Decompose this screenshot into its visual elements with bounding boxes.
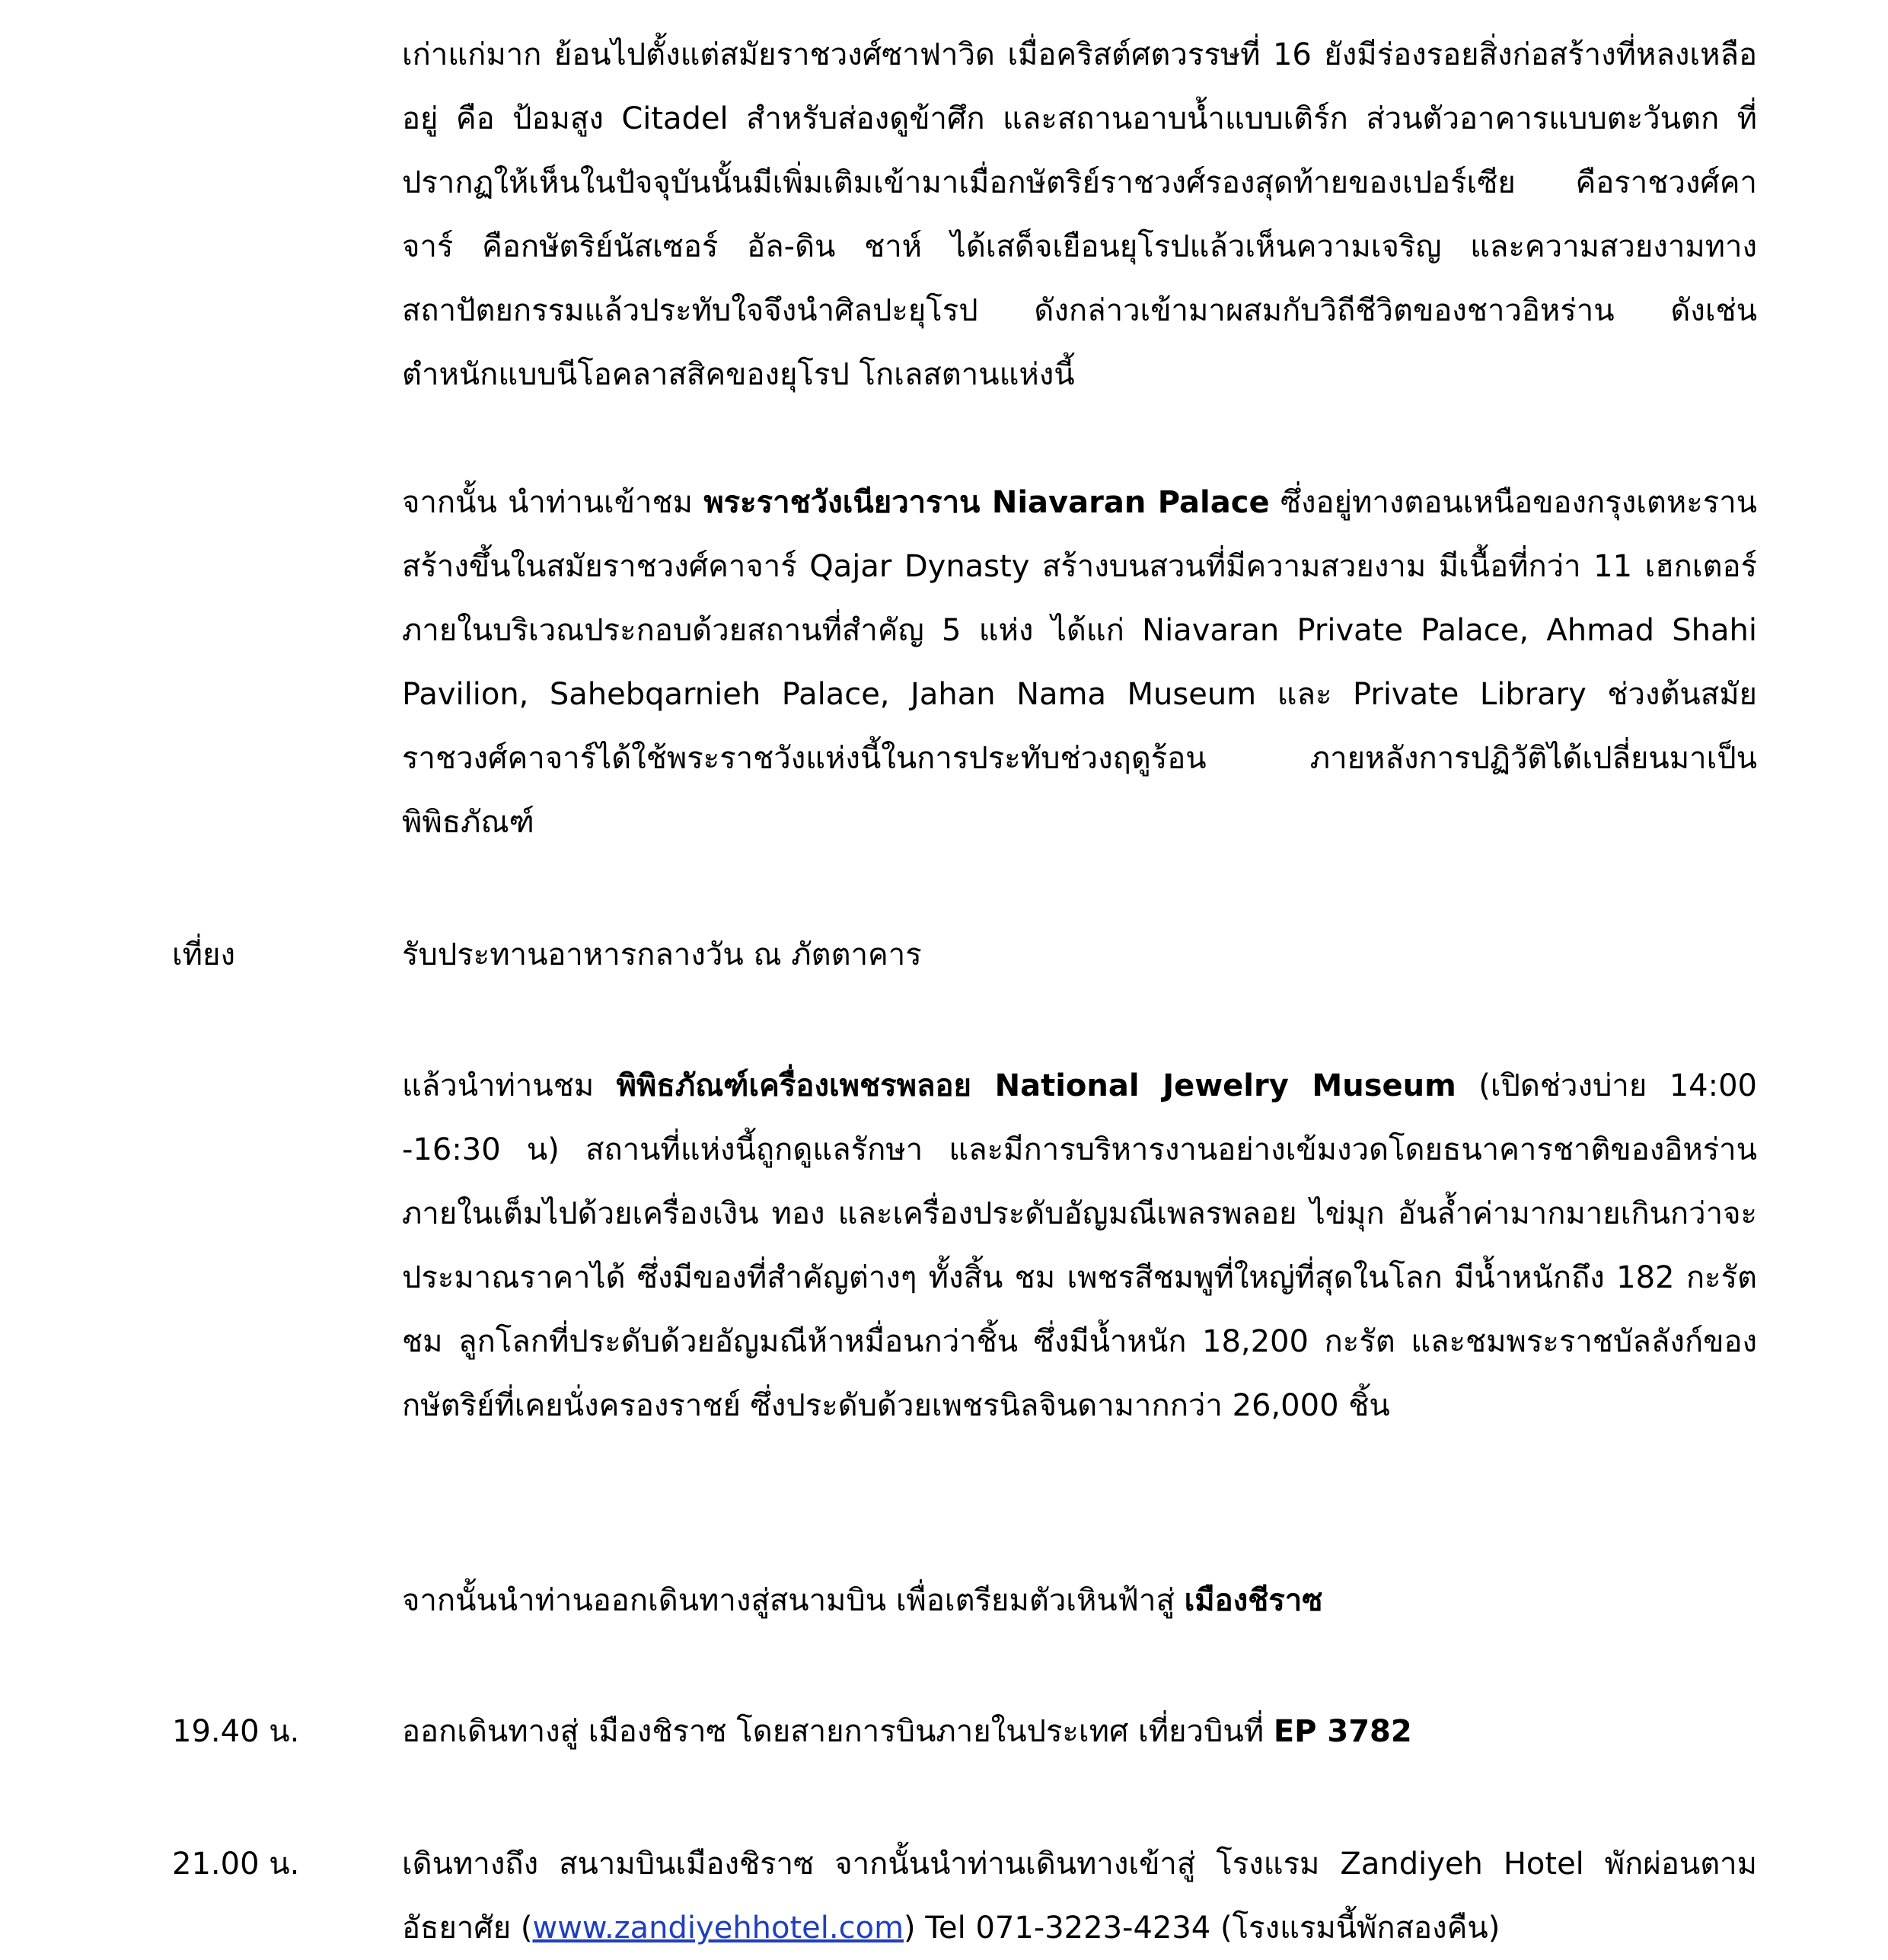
flight-number: EP 3782 — [1273, 1714, 1412, 1749]
shiraz-destination: เมืองชีราซ — [1184, 1583, 1323, 1618]
jewelry-intro: แล้วนำท่านชม — [402, 1068, 617, 1103]
niavaran-paragraph — [402, 471, 1757, 854]
hotel-website-link[interactable]: www.zandiyehhotel.com — [532, 1911, 904, 1946]
arrival-text: เดินทางถึง สนามบินเมืองชิราซ จากนั้นนำท่านเดินทางเข้าสู่ โรงแรม Zandiyeh Hotel พักผ่อนตามอัธยาศัย ( — [402, 1847, 1757, 1946]
departure-text: ออกเดินทางสู่ เมืองชิราซ โดยสายการบินภายในประเทศ เที่ยวบินที่ — [402, 1714, 1274, 1749]
golestan-text: เก่าแก่มาก ย้อนไปตั้งแต่สมัยราชวงศ์ซาฟาวิด เมื่อคริสต์ศตวรรษที่ 16 ยังมีร่องรอยสิ่งก่อสร้างที่หลงเหลืออยู่ คือ ป้อมสูง Citadel สำหรับส่องดูข้าศึก และสถานอาบน้ำแบบเติร์ก ส่วนตัวอาคารแบบตะวันตก ที่ปรากฏให้เห็นในปัจจุบันนั้นมีเพิ่มเติมเข้ามาเมื่อกษัตริย์ราชวงศ์รองสุดท้ายของเปอร์เซีย คือราชวงศ์คาจาร์ คือกษัตริย์นัสเซอร์ อัล-ดิน ชาห์ ได้เสด็จเยือนยุโรปแล้วเห็นความเจริญ และความสวยงามทางสถาปัตยกรรมแล้วประทับใจจึงนำศิลปะยุโรป ดังกล่าวเข้ามาผสมกับวิถีชีวิตของชาวอิหร่าน ดังเช่น ตำหนักแบบนีโอคลาสสิคของยุโรป โกเลสตานแห่งนี้ — [402, 37, 1757, 392]
jewelry-text: (เปิดช่วงบ่าย 14:00 -16:30 น) สถานที่แห่งนี้ถูกดูแลรักษา และมีการบริหารงานอย่างเข้มงวดโดยธนาคารชาติของอิหร่าน ภายในเต็มไปด้วยเครื่องเงิน ทอง และเครื่องประดับอัญมณีเพลรพลอย ไข่มุก อันล้ำค่ามากมายเกินกว่าจะประมาณราคาได้ ซึ่งมีของที่สำคัญต่างๆ ทั้งสิ้น ชม เพชรสีชมพูที่ใหญ่ที่สุดในโลก มีน้ำหนักถึง 182 กะรัต ชม ลูกโลกที่ประดับด้วยอัญมณีห้าหมื่อนกว่าชิ้น ซึ่งมีน้ำหนัก 18,200 กะรัต และชมพระราชบัลลังก์ของกษัตริย์ที่เคยนั่งครองราชย์ ซึ่งประดับด้วยเพชรนิลจินดามากกว่า 26,000 ชิ้น — [402, 1068, 1757, 1423]
niavaran-intro: จากนั้น นำท่านเข้าชม — [402, 485, 704, 520]
niavaran-title: พระราชวังเนียวาราน Niavaran Palace — [703, 485, 1270, 520]
jewelry-paragraph — [402, 1054, 1757, 1438]
niavaran-text: ซึ่งอยู่ทางตอนเหนือของกรุงเตหะราน สร้างขึ้นในสมัยราชวงศ์คาจาร์ Qajar Dynasty สร้างบนสวนที่มีความสวยงาม มีเนื้อที่กว่า 11 เฮกเตอร์ ภายในบริเวณประกอบด้วยสถานที่สำคัญ 5 แห่ง ได้แก่ Niavaran Private Palace, Ahmad Shahi Pavilion, Sahebqarnieh Palace, Jahan Nama Museum และ Private Library ช่วงต้นสมัยราชวงศ์คาจาร์ได้ใช้พระราชวังแห่งนี้ในการประทับช่วงฤดูร้อน ภายหลังการปฏิวัติได้เปลี่ยนมาเป็นพิพิธภัณฑ์ — [402, 485, 1758, 840]
airport-paragraph — [402, 1569, 1757, 1633]
arrival-contact: ) Tel 071-3223-4234 (โรงแรมนี้พักสองคืน) — [904, 1911, 1501, 1946]
jewelry-title: พิพิธภัณฑ์เครื่องเพชรพลอย National Jewelry Museum — [616, 1068, 1456, 1103]
departure-text-block — [402, 1700, 1757, 1764]
departure-time: 19.40 น. — [172, 1714, 300, 1749]
arrival-time: 21.00 น. — [172, 1847, 300, 1882]
arrival-text-block — [402, 1832, 1757, 1960]
lunch-time: เที่ยง — [172, 937, 236, 972]
airport-text: จากนั้นนำท่านออกเดินทางสู่สนามบิน เพื่อเตรียมตัวเหินฟ้าสู่ — [402, 1583, 1185, 1618]
lunch-text: รับประทานอาหารกลางวัน ณ ภัตตาคาร — [402, 937, 922, 972]
golestan-paragraph — [402, 23, 1757, 407]
